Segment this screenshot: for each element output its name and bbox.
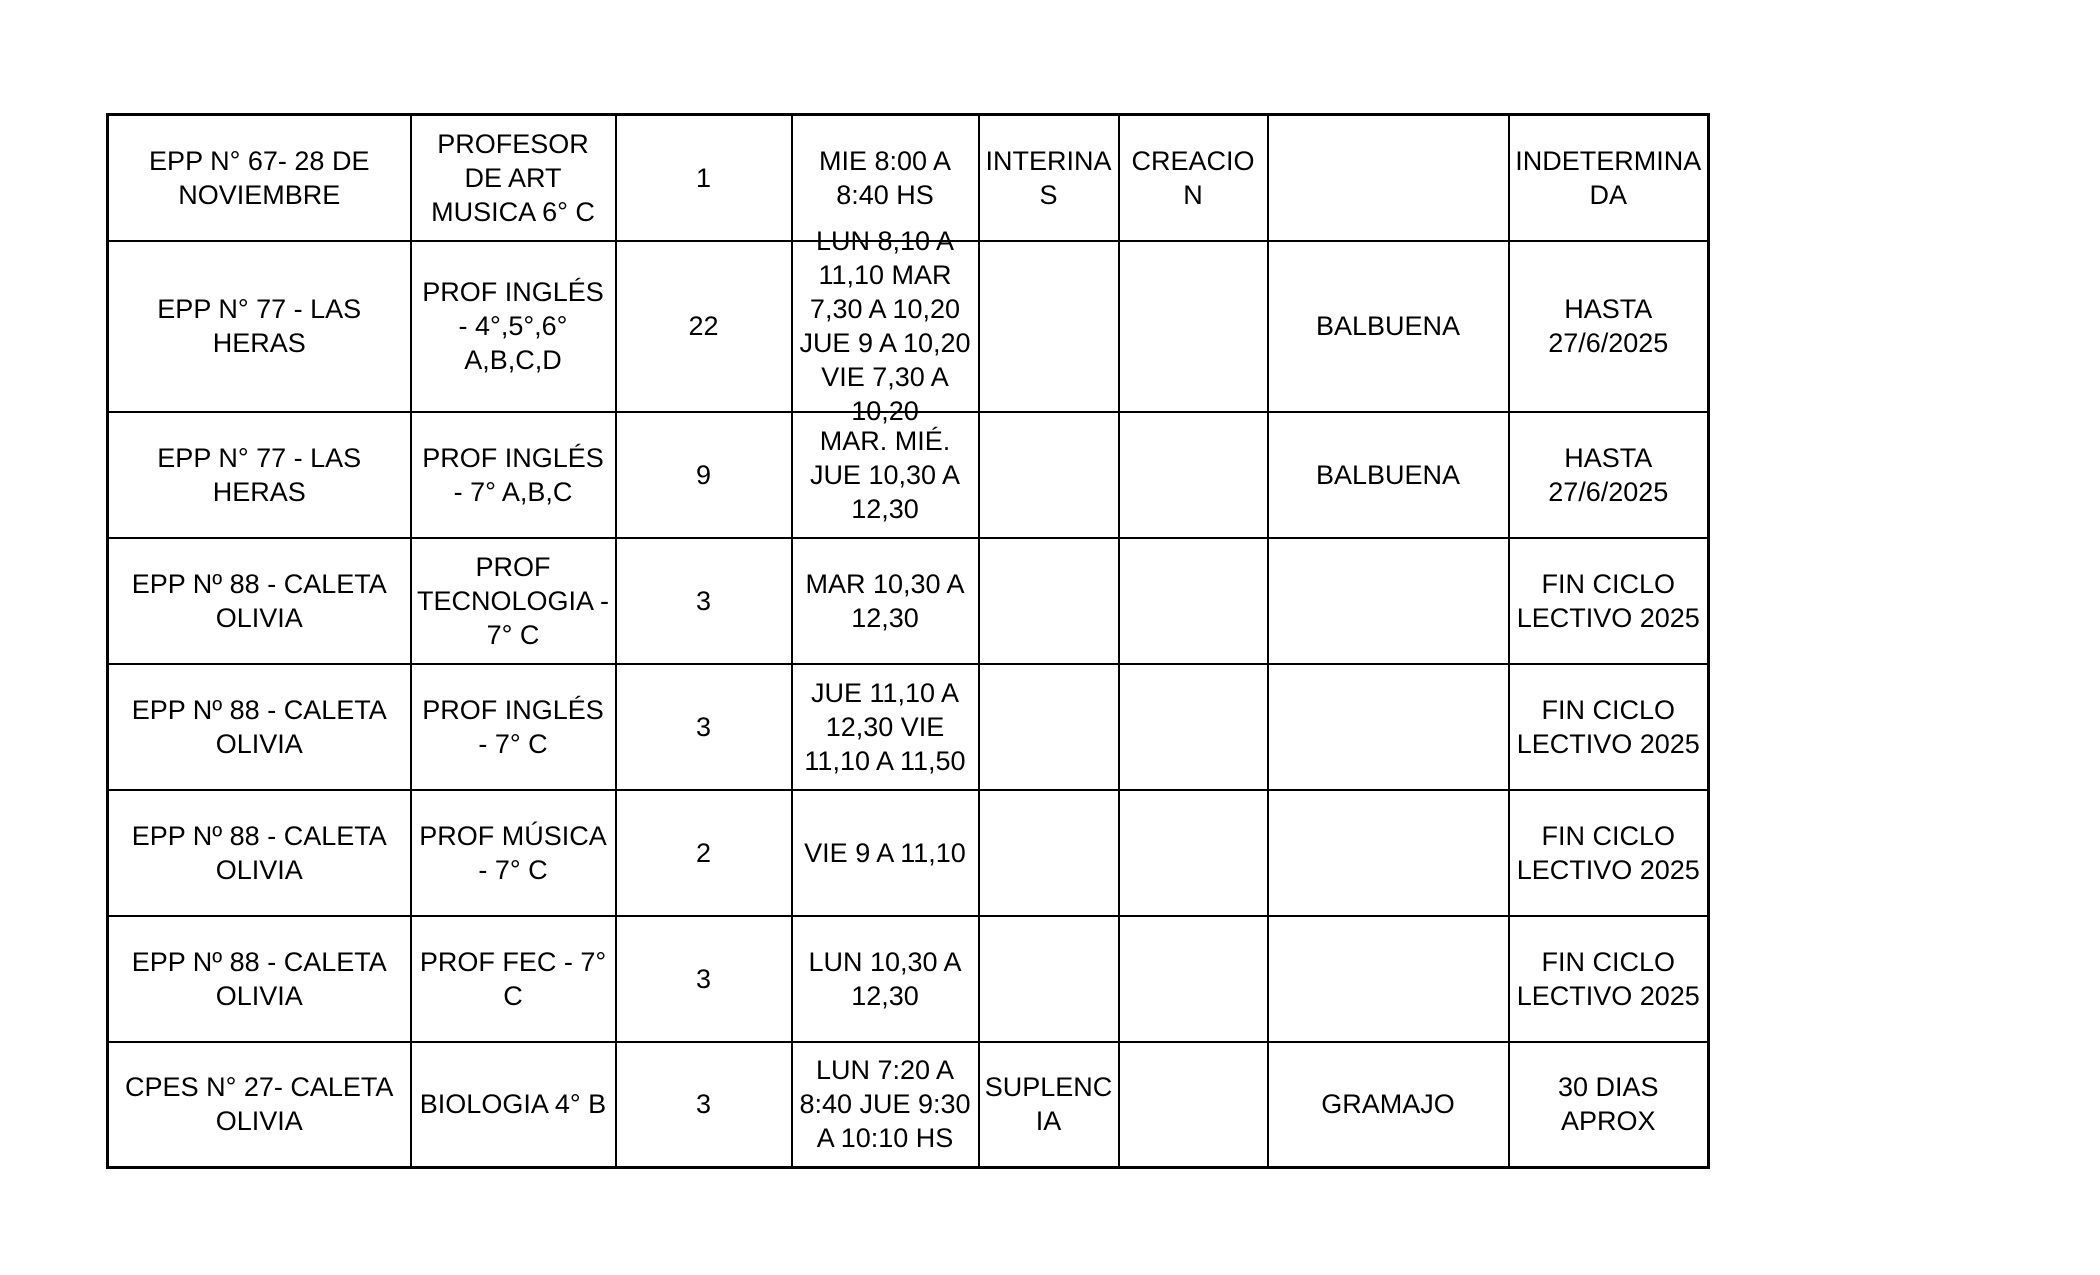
reason-cell [1119, 916, 1268, 1042]
school-cell: EPP N° 67- 28 DE NOVIEMBRE [108, 115, 411, 241]
schedule-cell: VIE 9 A 11,10 [792, 790, 979, 916]
hours-cell: 9 [616, 412, 792, 538]
table-row [108, 790, 1709, 916]
reason-cell [1119, 241, 1268, 412]
table-row [108, 115, 1709, 241]
schedule-cell: JUE 11,10 A 12,30 VIE 11,10 A 11,50 [792, 664, 979, 790]
replacing-cell: GRAMAJO [1268, 1042, 1509, 1168]
role-cell: PROF MÚSICA - 7° C [411, 790, 616, 916]
hours-cell: 22 [616, 241, 792, 412]
role-cell: PROF INGLÉS - 7° C [411, 664, 616, 790]
reason-cell: CREACION [1119, 115, 1268, 241]
hours-cell: 3 [616, 538, 792, 664]
schedule-cell: MIE 8:00 A 8:40 HS [792, 115, 979, 241]
hours-cell: 3 [616, 1042, 792, 1168]
hours-cell: 3 [616, 664, 792, 790]
role-cell: PROF FEC - 7° C [411, 916, 616, 1042]
school-cell: EPP Nº 88 - CALETA OLIVIA [108, 790, 411, 916]
reason-cell [1119, 1042, 1268, 1168]
status-cell [979, 916, 1119, 1042]
schedule-cell [792, 226, 979, 426]
replacing-cell [1268, 115, 1509, 241]
vacancies-table [106, 113, 1710, 1169]
school-cell: EPP N° 77 - LAS HERAS [108, 412, 411, 538]
reason-cell [1119, 664, 1268, 790]
schedule-text: LUN 8,10 A 11,10 MAR 7,30 A 10,20 JUE 9 A 10,20 VIE 7,30 A 10,20 [799, 226, 971, 426]
status-cell: SUPLENCIA [979, 1042, 1119, 1168]
role-cell: PROFESOR DE ART MUSICA 6° C [411, 115, 616, 241]
replacing-cell: BALBUENA [1268, 412, 1509, 538]
until-cell: INDETERMINADA [1509, 115, 1709, 241]
until-cell: 30 DIAS APROX [1509, 1042, 1709, 1168]
school-cell: EPP N° 77 - LAS HERAS [108, 241, 411, 412]
school-cell: EPP Nº 88 - CALETA OLIVIA [108, 664, 411, 790]
replacing-cell [1268, 790, 1509, 916]
schedule-cell: MAR 10,30 A 12,30 [792, 538, 979, 664]
until-cell: FIN CICLO LECTIVO 2025 [1509, 538, 1709, 664]
hours-cell: 1 [616, 115, 792, 241]
table-row [108, 412, 1709, 538]
table-row [108, 241, 1709, 412]
status-cell [979, 790, 1119, 916]
hours-cell: 2 [616, 790, 792, 916]
replacing-cell [1268, 916, 1509, 1042]
reason-cell [1119, 790, 1268, 916]
schedule-cell: LUN 7:20 A 8:40 JUE 9:30 A 10:10 HS [792, 1042, 979, 1168]
table-row [108, 538, 1709, 664]
replacing-cell [1268, 538, 1509, 664]
school-cell: EPP Nº 88 - CALETA OLIVIA [108, 916, 411, 1042]
school-cell: CPES N° 27- CALETA OLIVIA [108, 1042, 411, 1168]
table-row [108, 916, 1709, 1042]
table-row [108, 664, 1709, 790]
replacing-cell [1268, 664, 1509, 790]
table-row [108, 1042, 1709, 1168]
role-cell: BIOLOGIA 4° B [411, 1042, 616, 1168]
until-cell: FIN CICLO LECTIVO 2025 [1509, 664, 1709, 790]
role-cell: PROF TECNOLOGIA - 7° C [411, 538, 616, 664]
status-cell [979, 412, 1119, 538]
status-cell [979, 241, 1119, 412]
role-cell: PROF INGLÉS - 7° A,B,C [411, 412, 616, 538]
hours-cell: 3 [616, 916, 792, 1042]
school-cell: EPP Nº 88 - CALETA OLIVIA [108, 538, 411, 664]
until-cell: FIN CICLO LECTIVO 2025 [1509, 916, 1709, 1042]
schedule-cell: LUN 10,30 A 12,30 [792, 916, 979, 1042]
until-cell: FIN CICLO LECTIVO 2025 [1509, 790, 1709, 916]
reason-cell [1119, 538, 1268, 664]
replacing-cell: BALBUENA [1268, 241, 1509, 412]
reason-cell [1119, 412, 1268, 538]
spreadsheet-page [106, 113, 1710, 1169]
schedule-cell: MAR. MIÉ. JUE 10,30 A 12,30 [792, 412, 979, 538]
status-cell [979, 664, 1119, 790]
until-cell: HASTA 27/6/2025 [1509, 241, 1709, 412]
role-cell: PROF INGLÉS - 4°,5°,6° A,B,C,D [411, 241, 616, 412]
status-cell [979, 538, 1119, 664]
until-cell: HASTA 27/6/2025 [1509, 412, 1709, 538]
status-cell: INTERINAS [979, 115, 1119, 241]
